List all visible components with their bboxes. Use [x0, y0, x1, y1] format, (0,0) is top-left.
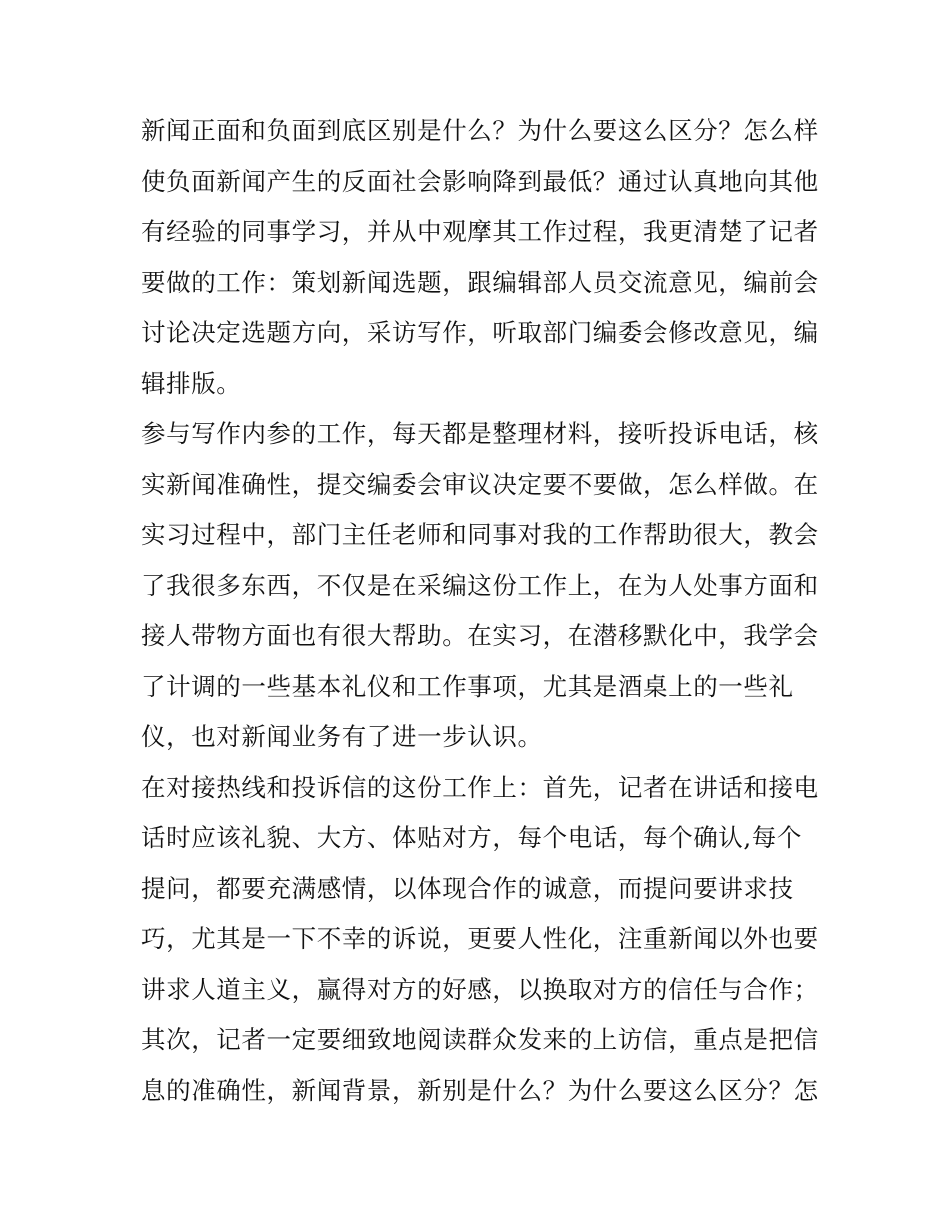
text-line: 参与写作内参的工作，每天都是整理材料，接听投诉电话，核 [141, 419, 819, 448]
text-line: 提问，都要充满感情，以体现合作的诚意，而提问要讲求技 [141, 873, 794, 903]
body-text [141, 106, 821, 1116]
text-line: 要做的工作：策划新闻选题，跟编辑部人员交流意见，编前会 [141, 267, 819, 297]
text-line: 实习过程中，部门主任老师和同事对我的工作帮助很大，教会 [141, 520, 819, 549]
text-line: 巧，尤其是一下不幸的诉说，更要人性化，注重新闻以外也要 [141, 924, 819, 953]
text-line: 其次，记者一定要细致地阅读群众发来的上访信，重点是把信 [141, 1025, 819, 1054]
text-line: 在对接热线和投诉信的这份工作上：首先，记者在讲话和接电 [141, 772, 819, 802]
text-line: 有经验的同事学习，并从中观摩其工作过程，我更清楚了记者 [141, 217, 819, 246]
text-line: 话时应该礼貌、大方、体贴对方，每个电话，每个确认,每个 [141, 823, 802, 852]
text-line: 讲求人道主义，赢得对方的好感，以换取对方的信任与合作； [141, 974, 819, 1004]
text-line: 实新闻准确性，提交编委会审议决定要不要做，怎么样做。在 [141, 469, 819, 499]
text-line: 接人带物方面也有很大帮助。在实习，在潜移默化中，我学会 [141, 621, 819, 650]
text-line: 辑排版。 [141, 368, 242, 398]
text-line: 讨论决定选题方向，采访写作，听取部门编委会修改意见，编 [141, 318, 819, 347]
text-line: 使负面新闻产生的反面社会影响降到最低？通过认真地向其他 [141, 166, 819, 196]
text-line: 仪，也对新闻业务有了进一步认识。 [141, 722, 543, 751]
text-line: 新闻正面和负面到底区别是什么？为什么要这么区分？怎么样 [141, 116, 819, 145]
text-line: 息的准确性，新闻背景，新别是什么？为什么要这么区分？怎 [141, 1075, 819, 1105]
text-line: 了计调的一些基本礼仪和工作事项，尤其是酒桌上的一些礼 [141, 671, 794, 701]
text-line: 了我很多东西，不仅是在采编这份工作上，在为人处事方面和 [141, 570, 819, 600]
